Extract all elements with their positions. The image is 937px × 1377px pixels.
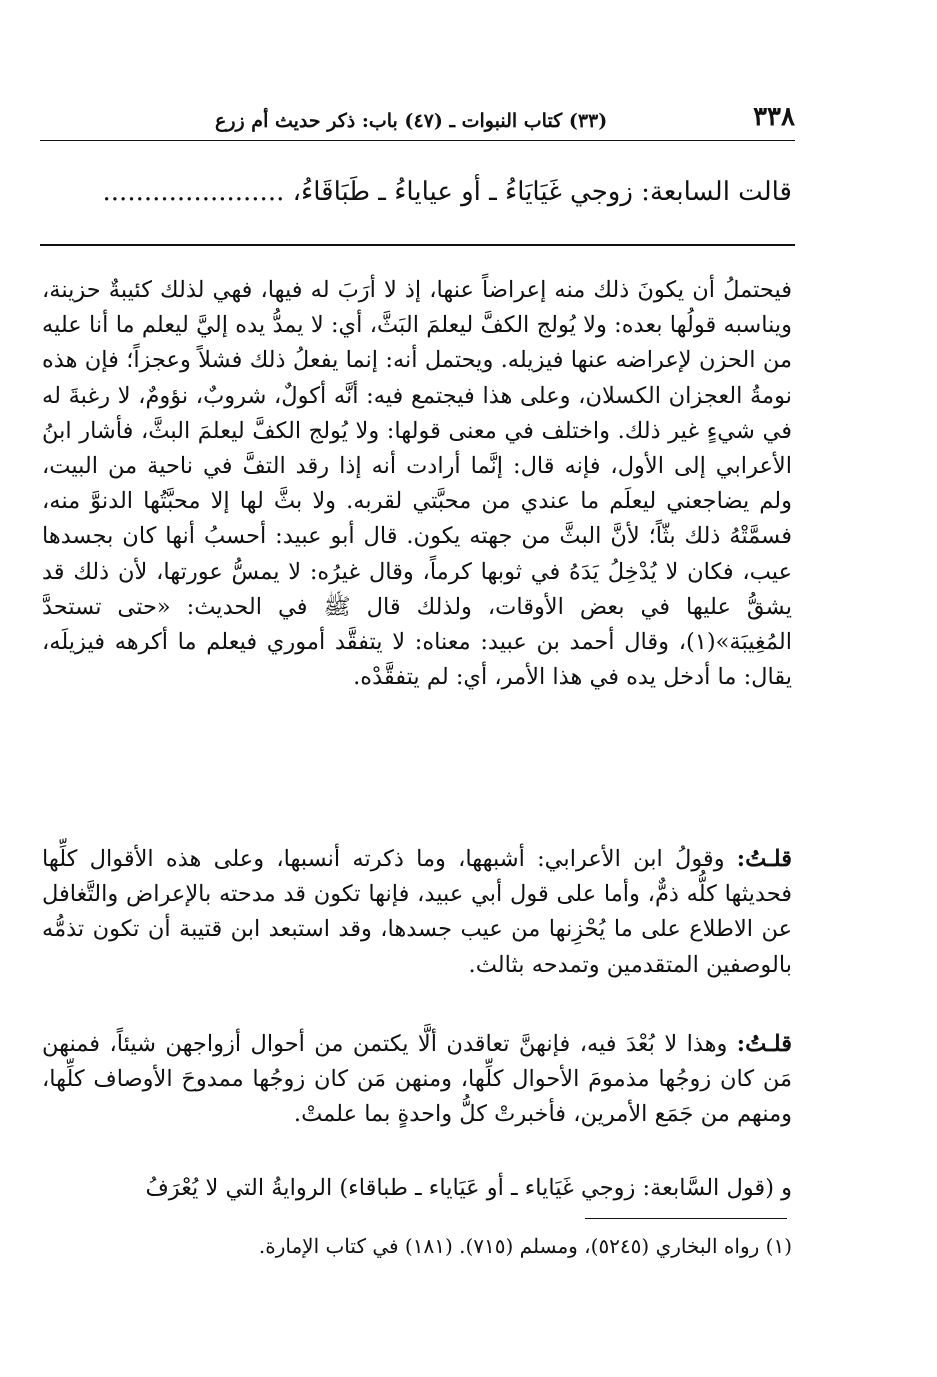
footnote-divider (585, 1218, 787, 1219)
header-title: (٣٣) كتاب النبوات ـ (٤٧) باب: ذكر حديث أم زرع (215, 110, 608, 132)
paragraph-lead: قلـتُ: (736, 1031, 792, 1057)
paragraph-4 (42, 1171, 792, 1206)
paragraph-3 (42, 1027, 792, 1133)
paragraph-text: فيحتملُ أن يكونَ ذلك منه إعراضاً عنها، إذ لا أرَبَ له فيها، فهي لذلك كئيبةٌ حزينة، ويناسبه قولُها بعده: ولا يُولج الكفَّ ليعلمَ البَثَّ، أي: لا يمدُّ يده إليَّ ليعلم ما أنا عليه من الحزن لإعراضه عنها فيزيله. ويحتمل أنه: إنما يفعلُ ذلك فشلاً وعجزاً؛ فإن هذه نومةُ العجزان الكسلان، وعلى هذا فيجتمع فيه: أنَّه أكولٌ، شروبٌ، نؤومٌ، لا رغبةَ له في شيءٍ غير ذلك. واختلف في معنى قولها: ولا يُولج الكفَّ ليعلمَ البثَّ، فأشار ابنُ الأعرابي إلى الأول، فإنه قال: إنَّما أرادت أنه إذا رقد التفَّ في ناحية من البيت، ولم يضاجعني ليعلَم ما عندي من محبَّتي لقربه. ولا بثَّ لها إلا محبَّتُها الدنوَّ منه، فسمَّتْهُ ذلك بثّاً؛ لأنَّ البثَّ من جهته يكون. قال أبو عبيد: أحسبُ أنها كان بجسدها عيب، فكان لا يُدْخِلُ يَدَهُ في ثوبها كرماً، وقال غيرُه: لا يمسُّ عورتها، لأن ذلك قد يشقُّ عليها في بعض الأوقات، ولذلك قال ﷺ في الحديث: «حتى تستحدَّ المُغِيبَة»(١)، وقال أحمد بن عبيد: معناه: لا يتفقَّد أموري فيعلم ما أكرهه فيزيلَه، يقال: ما أدخل يده في هذا الأمر، أي: لم يتفقَّدْه. (42, 277, 792, 691)
paragraph-text: و (قول السَّابعة: زوجي غَيَاياء ـ أو عَيَاياء ـ طباقاء) الروايةُ التي لا يُعْرَفُ (145, 1175, 792, 1201)
running-header (40, 100, 795, 141)
section-heading: قالت السابعة: زوجي غَيَايَاءُ ـ أو عياياءُ ـ طَبَاقَاءُ، ...................... (102, 177, 792, 207)
paragraph-text: وقولُ ابن الأعرابي: أشبهها، وما ذكرته أنسبها، وعلى هذه الأقوال كلِّها فحديثها كلُّه ذمٌّ، وأما على قول أبي عبيد، فإنها تكون قد مدحته بالإعراض والتَّغافل عن الاطلاع على ما يُحْزِنها من عيب جسدها، وقد استبعد ابن قتيبة أن تكون تذمُّه بالوصفين المتقدمين وتمدحه بثالث. (42, 846, 792, 978)
footnote: (١) رواه البخاري (٥٢٤٥)، ومسلم (٧١٥). (١٨١) في كتاب الإمارة. (258, 1234, 792, 1258)
paragraph-text: وهذا لا بُعْدَ فيه، فإنهنَّ تعاقدن ألَّا يكتمن من أحوال أزواجهن شيئاً، فمنهن مَن كان زوجُها مذمومَ الأحوال كلِّها، ومنهن مَن كان زوجُها ممدوحَ الأوصاف كلِّها، ومنهم من جَمَع الأمرين، فأخبرتْ كلُّ واحدةٍ بما علمتْ. (42, 1031, 792, 1128)
paragraph-1 (42, 273, 792, 695)
section-divider (40, 244, 795, 246)
paragraph-lead: قلـتُ: (736, 846, 792, 872)
page-number: ٣٣٨ (753, 102, 795, 132)
paragraph-2 (42, 842, 792, 983)
